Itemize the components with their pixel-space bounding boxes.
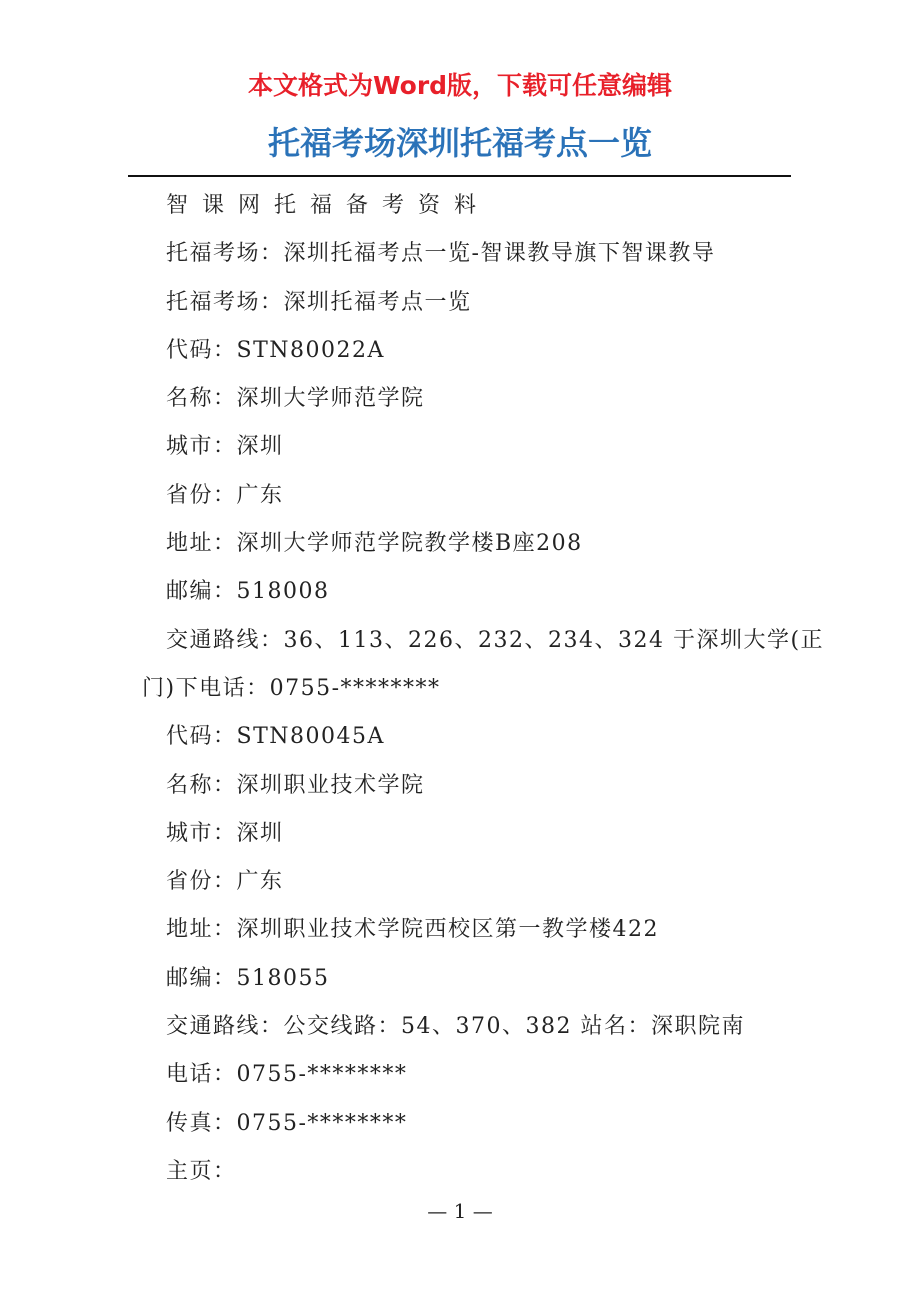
center-2-postcode: 邮编：518055	[166, 965, 330, 991]
center-1-postcode: 邮编：518008	[166, 579, 330, 605]
center-2-fax: 传真：0755-********	[166, 1110, 408, 1136]
center-2-province: 省份：广东	[166, 869, 284, 895]
center-2-transport: 交通路线：公交线路：54、370、382 站名：深职院南	[166, 1014, 745, 1040]
center-2-address: 地址：深圳职业技术学院西校区第一教学楼422	[166, 917, 659, 943]
format-notice-banner: 本文格式为Word版，下载可任意编辑	[247, 71, 673, 100]
center-2-name: 名称：深圳职业技术学院	[166, 772, 425, 798]
center-1-address: 地址：深圳大学师范学院教学楼B座208	[166, 531, 583, 557]
center-2-phone: 电话：0755-********	[166, 1062, 408, 1088]
body-line-source: 智课网托福备考资料	[166, 193, 491, 218]
center-1-city: 城市：深圳	[166, 434, 284, 460]
center-1-province: 省份：广东	[166, 482, 284, 508]
center-1-transport-continued: 门)下电话：0755-********	[142, 675, 441, 701]
center-2-code: 代码：STN80045A	[166, 724, 385, 750]
page-number: — 1 —	[427, 1199, 493, 1223]
center-1-name: 名称：深圳大学师范学院	[166, 386, 425, 412]
center-2-homepage: 主页：	[166, 1158, 237, 1184]
body-line-heading: 托福考场：深圳托福考点一览-智课教导旗下智课教导	[166, 241, 716, 267]
title-divider	[128, 175, 791, 177]
center-1-code: 代码：STN80022A	[166, 337, 385, 363]
center-1-transport: 交通路线：36、113、226、232、234、324 于深圳大学(正	[166, 627, 825, 653]
document-body	[142, 182, 825, 1196]
document-title: 托福考场深圳托福考点一览	[267, 124, 652, 162]
body-line-subheading: 托福考场：深圳托福考点一览	[166, 289, 472, 315]
center-2-city: 城市：深圳	[166, 820, 284, 846]
